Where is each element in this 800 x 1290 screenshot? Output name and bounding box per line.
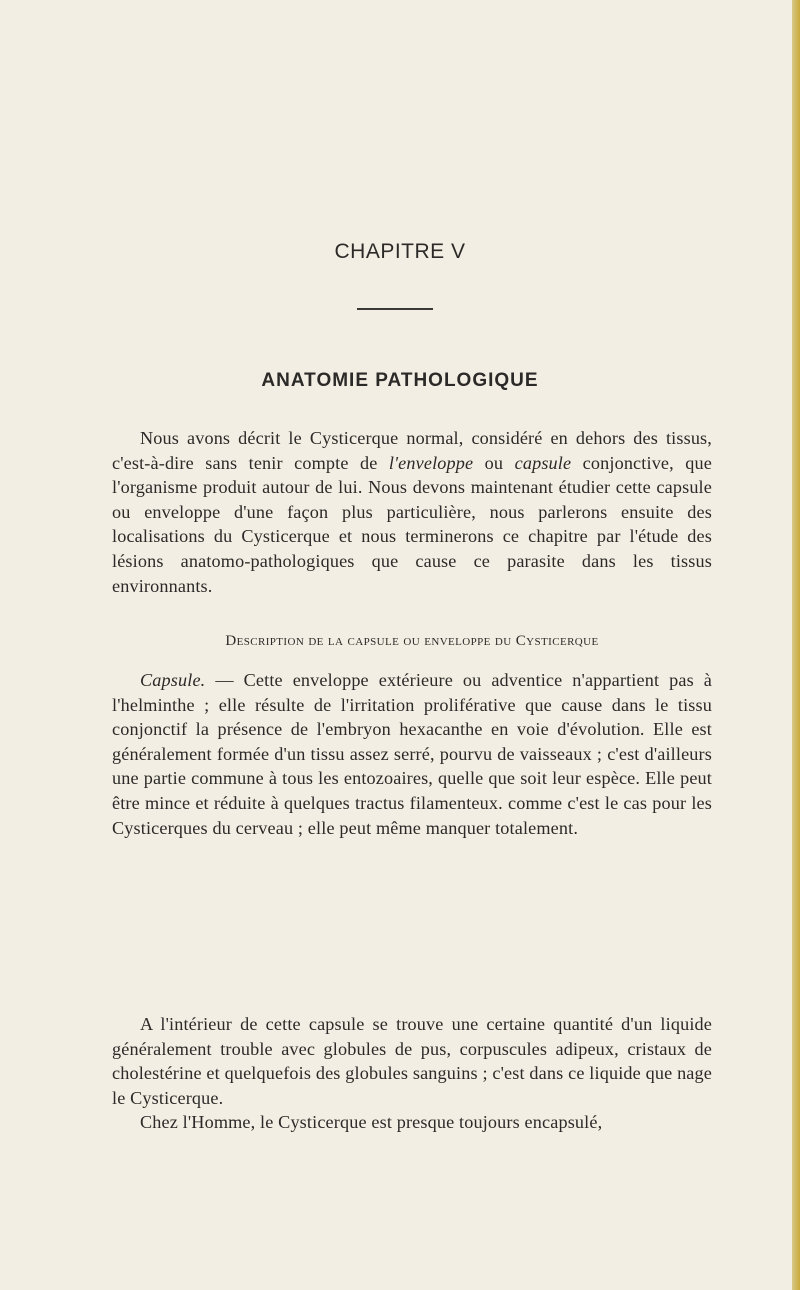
paragraph-capsule <box>112 668 712 840</box>
paragraph-capsule-text: — Cette enveloppe extérieure ou adventice n'appartient pas à l'helminthe ; elle résulte de l'irritation proliférative que cause dans le tissu conjonctif la présence de l'embryon hexacanthe en voie d'évolution. Elle est généralement formée d'un tissu assez serré, pourvu de vaisseaux ; c'est d'ailleurs une partie commune à tous les entozoaires, quelle que soit leur espèce. Elle peut être mince et réduite à quelques tractus filamenteux. comme c'est le cas pour les Cysticerques du cerveau ; elle peut même manquer totalement. <box>112 670 712 838</box>
paragraph-liquid: A l'intérieur de cette capsule se trouve une certaine quantité d'un liquide généralement trouble avec globules de pus, corpuscules adipeux, cristaux de cholestérine et quelquefois des globules sanguins ; c'est dans ce liquide que nage le Cysticerque. <box>112 1014 712 1108</box>
paragraph-intro <box>112 426 712 598</box>
paragraph-intro-text-a: Nous avons décrit le Cysticerque normal, considéré en dehors des tissus, c'est-à-dire sans tenir compte de <box>112 428 712 473</box>
paragraph-intro-text-c: conjonctive, que l'organisme produit autour de lui. Nous devons maintenant étudier cette capsule ou enveloppe d'une façon plus particulière, nous parlerons ensuite des localisations du Cysticerque et nous terminerons ce chapitre par l'étude des lésions anatomo-pathologiques que cause ce parasite dans les tissus environnants. <box>112 452 713 596</box>
section-title: ANATOMIE PATHOLOGIQUE <box>261 370 539 391</box>
subheading: Description de la capsule ou enveloppe du Cysticerque <box>225 633 599 649</box>
paragraph-homme: Chez l'Homme, le Cysticerque est presque toujours encapsulé, <box>140 1112 603 1132</box>
italic-term-capsule: capsule <box>514 452 572 473</box>
heading-divider <box>357 308 433 310</box>
page-edge <box>792 0 800 1290</box>
chapter-heading: CHAPITRE V <box>334 240 466 263</box>
italic-term-enveloppe: l'enveloppe <box>388 452 474 473</box>
paragraph-capsule-lead: Capsule. <box>140 670 206 690</box>
paragraph-intro-text-b: ou <box>473 452 515 473</box>
